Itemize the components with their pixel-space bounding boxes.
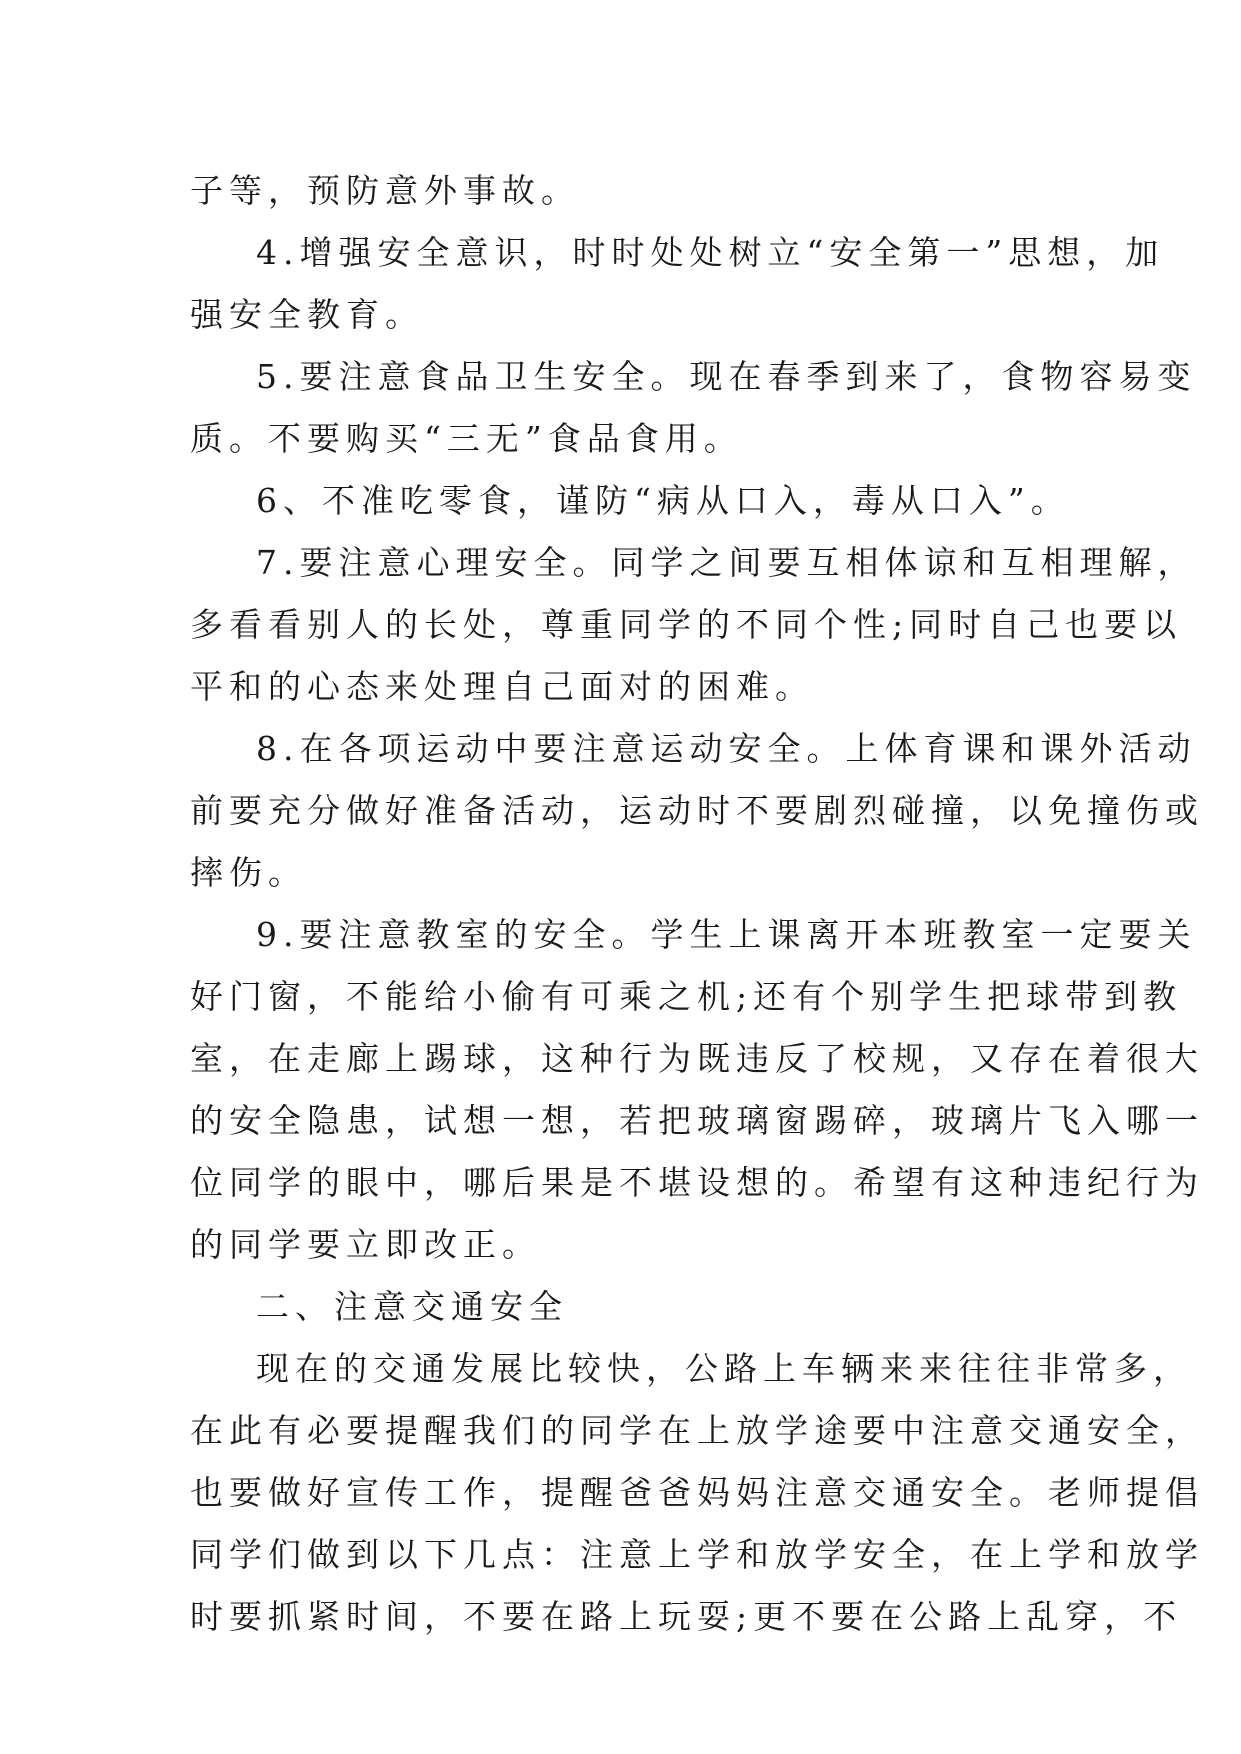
text-line: 7.要注意心理安全。同学之间要互相体谅和互相理解， xyxy=(256,543,1197,582)
text-line: 也要做好宣传工作，提醒爸爸妈妈注意交通安全。老师提倡 xyxy=(190,1473,1204,1512)
text-line: 时要抓紧时间，不要在路上玩耍;更不要在公路上乱穿，不 xyxy=(190,1597,1183,1636)
text-line: 室，在走廊上踢球，这种行为既违反了校规，又存在着很大 xyxy=(190,1039,1204,1078)
paragraph xyxy=(190,718,1204,904)
paragraph xyxy=(190,532,1197,718)
text-line: 9.要注意教室的安全。学生上课离开本班教室一定要关 xyxy=(256,915,1197,954)
paragraph xyxy=(190,160,1050,222)
text-line: 多看看别人的长处，尊重同学的不同个性;同时自己也要以 xyxy=(190,605,1183,644)
document-body xyxy=(190,160,1204,1648)
text-line: 4.增强安全意识，时时处处树立“安全第一”思想，加 xyxy=(256,233,1165,272)
text-line: 5.要注意食品卫生安全。现在春季到来了，食物容易变 xyxy=(256,357,1197,396)
paragraph xyxy=(190,1338,1204,1648)
text-line: 6、不准吃零食，谨防“病从口入，毒从口入”。 xyxy=(256,481,1070,520)
paragraph xyxy=(190,470,1070,532)
text-line: 8.在各项运动中要注意运动安全。上体育课和课外活动 xyxy=(256,729,1197,768)
text-line: 好门窗，不能给小偷有可乘之机;还有个别学生把球带到教 xyxy=(190,977,1183,1016)
text-line: 子等，预防意外事故。 xyxy=(190,171,580,210)
text-line: 的安全隐患，试想一想，若把玻璃窗踢碎，玻璃片飞入哪一 xyxy=(190,1101,1204,1140)
text-line: 现在的交通发展比较快，公路上车辆来来往往非常多， xyxy=(256,1349,1192,1388)
text-line: 同学们做到以下几点：注意上学和放学安全，在上学和放学 xyxy=(190,1535,1204,1574)
text-line: 位同学的眼中，哪后果是不堪设想的。希望有这种违纪行为 xyxy=(190,1163,1204,1202)
paragraph xyxy=(190,1276,1050,1338)
text-line: 质。不要购买“三无”食品食用。 xyxy=(190,419,743,458)
text-line: 摔伤。 xyxy=(190,853,307,892)
text-line: 强安全教育。 xyxy=(190,295,424,334)
text-line: 的同学要立即改正。 xyxy=(190,1225,541,1264)
paragraph xyxy=(190,346,1197,470)
text-line: 在此有必要提醒我们的同学在上放学途要中注意交通安全， xyxy=(190,1411,1204,1450)
text-line: 前要充分做好准备活动，运动时不要剧烈碰撞，以免撞伤或 xyxy=(190,791,1204,830)
text-line: 平和的心态来处理自己面对的困难。 xyxy=(190,667,814,706)
text-line: 二、注意交通安全 xyxy=(256,1287,568,1326)
paragraph xyxy=(190,904,1204,1276)
paragraph xyxy=(190,222,1165,346)
